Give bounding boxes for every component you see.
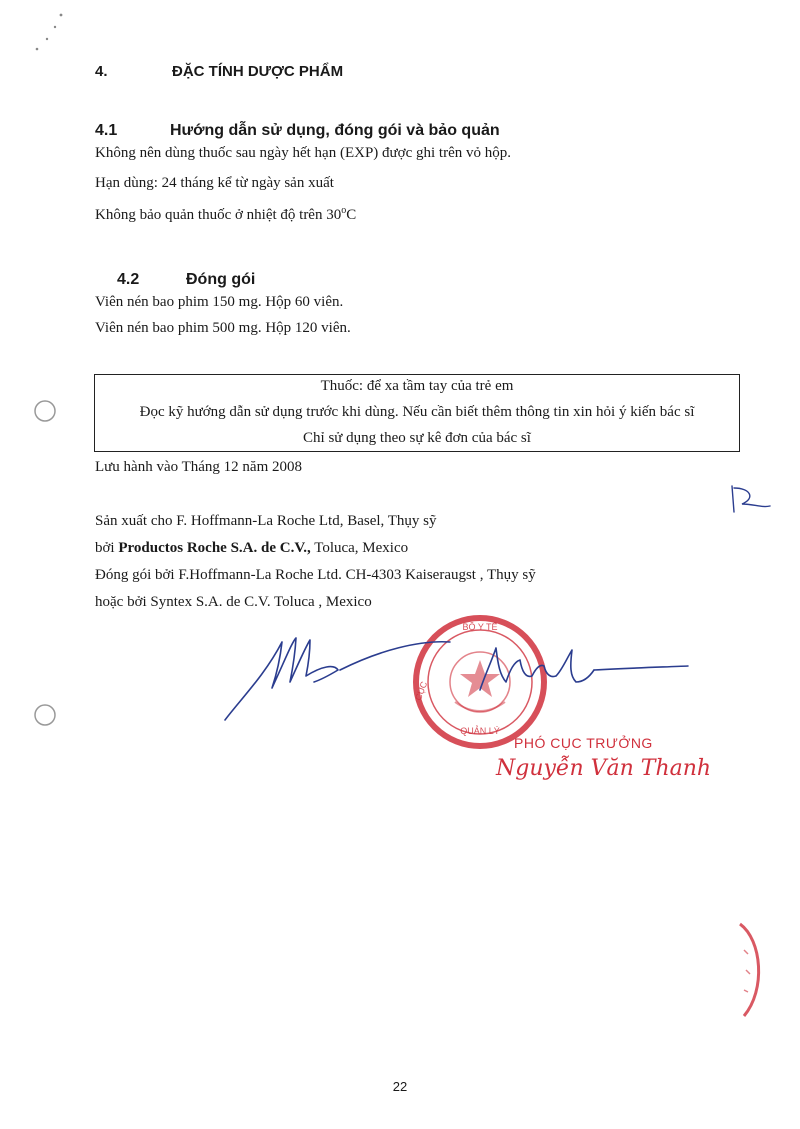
warning-line-3: Chỉ sử dụng theo sự kê đơn của bác sĩ [303, 430, 531, 446]
celsius-unit: C [346, 207, 357, 223]
page-number: 22 [392, 1079, 408, 1094]
edge-stamp-fragment [732, 920, 772, 1020]
signature-strokes [210, 620, 700, 730]
manufacturer-line-1: Sản xuất cho F. Hoffmann-La Roche Ltd, Basel, Thụy sỹ [95, 513, 437, 529]
binder-hole-top [30, 396, 60, 426]
manufacturer-prefix: bởi [95, 540, 119, 556]
subsection-1-title: Hướng dẫn sử dụng, đóng gói và bảo quản [170, 122, 500, 139]
warning-box [94, 374, 740, 452]
section-title: ĐẶC TÍNH DƯỢC PHẨM [172, 63, 344, 80]
subsection-2-number: 4.2 [117, 271, 140, 288]
stamp-text-bottom: QUẢN LÝ [460, 726, 500, 736]
corner-specks [25, 5, 85, 55]
expiry-note: Không nên dùng thuốc sau ngày hết hạn (EXP) được ghi trên vỏ hộp. [95, 145, 511, 161]
signer-name: Nguyễn Văn Thanh [496, 756, 712, 781]
signer-title: PHÓ CỤC TRƯỞNG [514, 735, 653, 751]
section-number: 4. [95, 63, 108, 80]
storage-text: Không bảo quản thuốc ở nhiệt độ trên 30 [95, 207, 342, 223]
packager-line: Đóng gói bởi F.Hoffmann-La Roche Ltd. CH-4303 Kaiseraugst , Thụy sỹ [95, 567, 536, 583]
warning-line-2: Đọc kỹ hướng dẫn sử dụng trước khi dùng. Nếu cần biết thêm thông tin xin hỏi ý kiến bác sĩ [139, 404, 695, 420]
manufacturer-name: Productos Roche S.A. de C.V., [118, 540, 311, 556]
shelf-life: Hạn dùng: 24 tháng kể từ ngày sản xuất [95, 175, 334, 191]
storage-note [95, 205, 356, 224]
stamp-text-top: BỘ Y TẾ [462, 622, 498, 632]
release-date: Lưu hành vào Tháng 12 năm 2008 [95, 459, 302, 475]
warning-line-1: Thuốc: để xa tầm tay của trẻ em [320, 378, 514, 394]
package-500: Viên nén bao phim 500 mg. Hộp 120 viên. [95, 320, 351, 336]
alt-packager-line: hoặc bởi Syntex S.A. de C.V. Toluca , Mexico [95, 594, 372, 610]
subsection-2-title: Đóng gói [186, 271, 256, 288]
binder-hole-bottom [30, 700, 60, 730]
package-150: Viên nén bao phim 150 mg. Hộp 60 viên. [95, 294, 344, 310]
margin-mark [726, 478, 776, 518]
stamp-text-left: CỤC [413, 680, 430, 702]
degree-sup: o [341, 205, 347, 216]
manufacturer-location: Toluca, Mexico [310, 540, 409, 556]
subsection-1-number: 4.1 [95, 122, 118, 139]
manufacturer-line-2 [95, 540, 408, 557]
